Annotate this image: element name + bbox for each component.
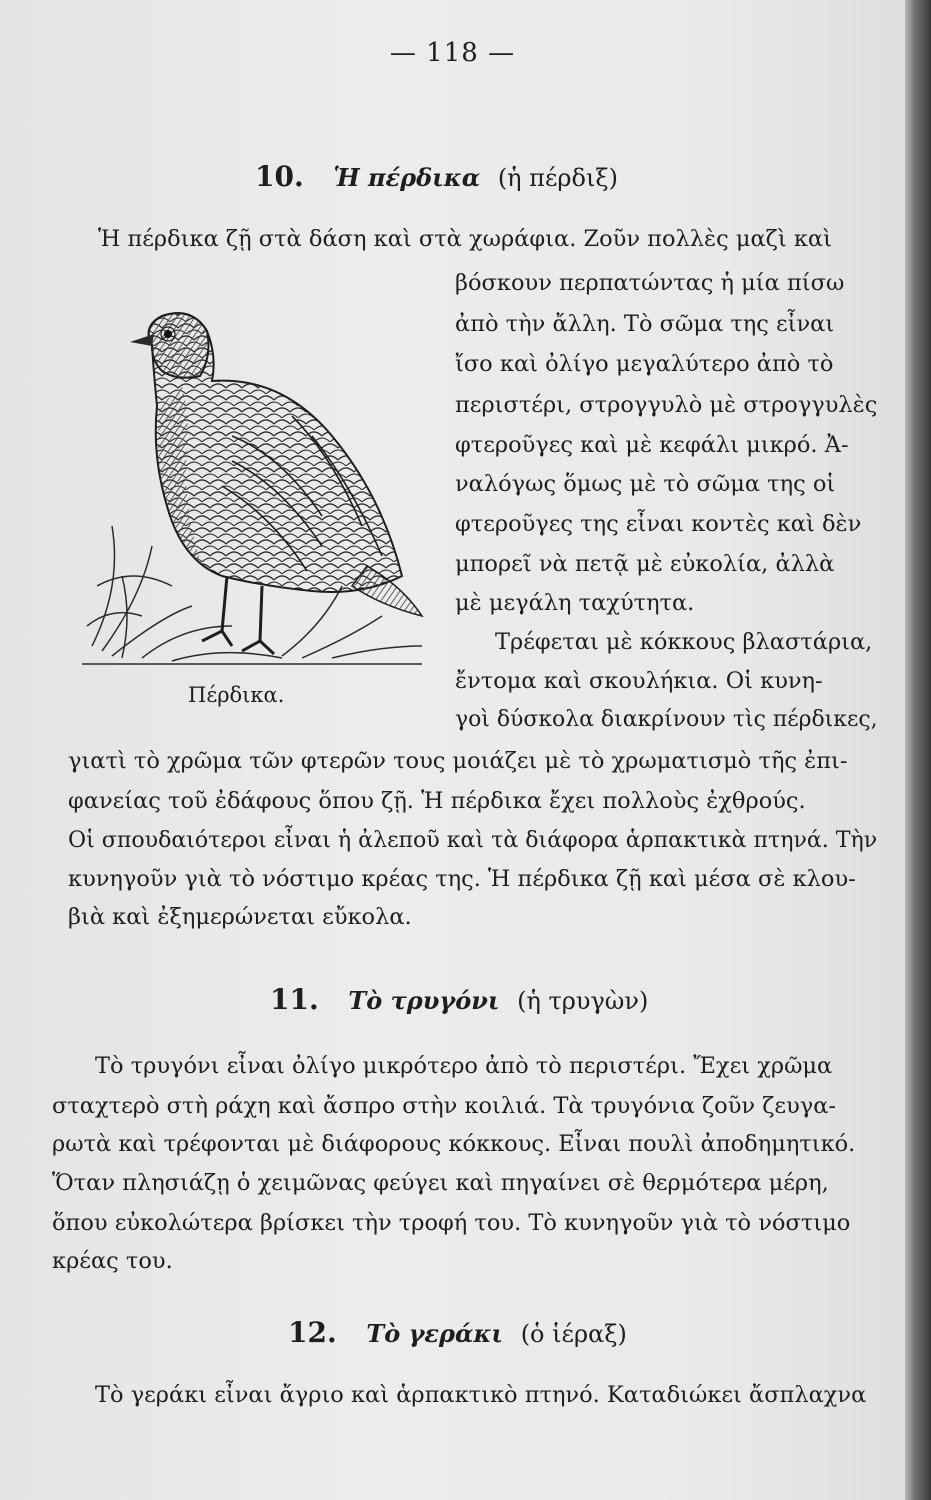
section-10-line: μπορεῖ νὰ πετᾷ μὲ εὐκολία, ἀλλὰ [455,551,835,577]
section-11-line: Τὸ τρυγόνι εἶναι ὀλίγο μικρότερο ἀπὸ τὸ περιστέρι. Ἔχει χρῶμα [95,1053,833,1079]
partridge-illustration [82,286,432,676]
section-10-line: Ἡ πέρδικα ζῇ στὰ δάση καὶ στὰ χωράφια. Ζοῦν πολλὲς μαζὶ καὶ [98,226,832,252]
section-10-line: κυνηγοῦν γιὰ τὸ νόστιμο κρέας της. Ἡ πέρδικα ζῇ καὶ μέσα σὲ κλου- [68,866,856,892]
section-10-line: φτεροῦγες καὶ μὲ κεφάλι μικρό. Ἀ- [455,432,849,458]
section-10-subtitle: (ἡ πέρδιξ) [497,164,618,192]
section-10-line: γιατὶ τὸ χρῶμα τῶν φτερῶν τους μοιάζει μὲ τὸ χρωματισμὸ τῆς ἐπι- [68,748,848,774]
section-10-line: Οἱ σπουδαιότεροι εἶναι ἡ ἀλεποῦ καὶ τὰ διάφορα ἁρπακτικὰ πτηνά. Τὴν [68,827,878,853]
section-10-line: φανείας τοῦ ἐδάφους ὅπου ζῇ. Ἡ πέρδικα ἔχει πολλοὺς ἐχθρούς. [68,788,806,814]
section-11-line: κρέας του. [52,1248,173,1274]
section-10-line: φτεροῦγες της εἶναι κοντὲς καὶ δὲν [455,511,862,537]
section-10-line: ναλόγως ὅμως μὲ τὸ σῶμα της οἱ [455,471,836,497]
section-10-line: βιὰ καὶ ἐξημερώνεται εὔκολα. [68,904,412,930]
section-10-line: Τρέφεται μὲ κόκκους βλαστάρια, [495,629,873,655]
section-10-line: βόσκουν περπατώντας ἡ μία πίσω [455,270,845,296]
section-10-line: περιστέρι, στρογγυλὸ μὲ στρογγυλὲς [455,392,878,418]
section-12-number: 12. [288,1316,337,1349]
section-11-line: σταχτερὸ στὴ ράχη καὶ ἄσπρο στὴν κοιλιά. Τὰ τρυγόνια ζοῦν ζευγα- [52,1093,836,1119]
section-10-line: γοὶ δύσκολα διακρίνουν τὶς πέρδικες, [455,707,878,732]
section-11-subtitle: (ἡ τρυγὼν) [517,987,649,1015]
section-11-heading [270,983,648,1016]
section-10-title: Ἡ πέρδικα [333,163,481,192]
page-number: — 118 — [389,38,516,68]
section-10-number: 10. [255,160,304,193]
section-10-line: ἀπὸ τὴν ἄλλη. Τὸ σῶμα της εἶναι [455,311,835,337]
section-11-line: ρωτὰ καὶ τρέφονται μὲ διάφορους κόκκους. Εἶναι πουλὶ ἀποδημητικό. [52,1131,856,1157]
section-11-number: 11. [270,983,319,1016]
section-11-title: Τὸ τρυγόνι [348,986,500,1015]
section-12-heading [288,1316,627,1349]
section-11-line: ὅπου εὐκολώτερα βρίσκει τὴν τροφή του. Τὸ κυνηγοῦν γιὰ τὸ νόστιμο [52,1210,851,1236]
section-12-subtitle: (ὁ ἱέραξ) [520,1320,627,1348]
section-10-line: ἴσο καὶ ὀλίγο μεγαλύτερο ἀπὸ τὸ [455,351,834,377]
page-binding-edge [905,0,931,1500]
section-11-line: Ὅταν πλησιάζῃ ὁ χειμῶνας φεύγει καὶ πηγαίνει σὲ θερμότερα μέρη, [52,1170,829,1196]
section-10-line: μὲ μεγάλη ταχύτητα. [455,590,695,616]
section-10-heading [255,160,618,193]
section-10-line: ἔντομα καὶ σκουλήκια. Οἱ κυνη- [455,668,823,694]
section-12-title: Τὸ γεράκι [366,1319,504,1348]
section-12-line: Τὸ γεράκι εἶναι ἄγριο καὶ ἁρπακτικὸ πτηνό. Καταδιώκει ἄσπλαχνα [95,1382,867,1408]
illustration-caption: Πέρδικα. [188,683,285,707]
